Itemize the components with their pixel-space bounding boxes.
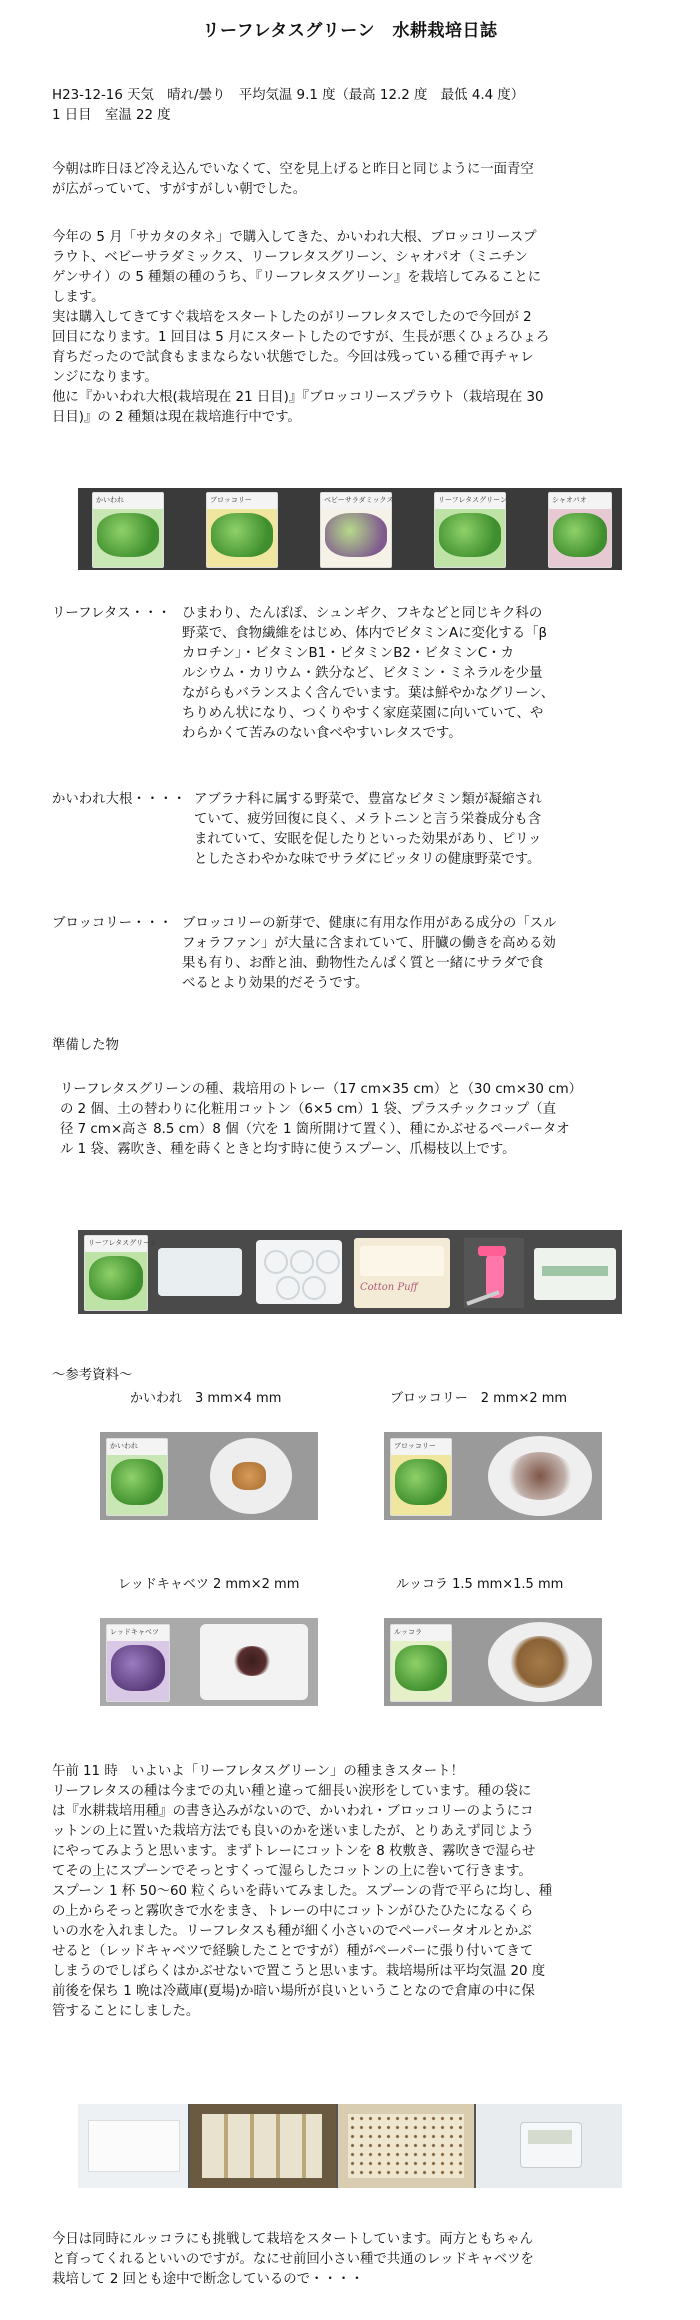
seed-packet <box>106 1624 170 1702</box>
text-line: します。 <box>52 290 105 305</box>
packet-label: ルッコラ <box>394 1628 422 1636</box>
packet-label: シャオパオ <box>552 496 587 504</box>
seed-packet <box>548 492 612 568</box>
text-line: 日目)』の 2 種類は現在栽培進行中です。 <box>52 410 301 425</box>
text-line: としたさわやかな味でサラダにピッタリの健康野菜です。 <box>194 852 541 867</box>
tray-cotton-image <box>78 2104 188 2188</box>
seed-dish <box>200 1624 308 1700</box>
text-line: ルシウム・カリウム・鉄分など、ビタミン・ミネラルを少量 <box>182 666 543 681</box>
text-line: 実は購入してきてすぐ栽培をスタートしたのがリーフレタスでしたので今回が 2 <box>52 310 532 325</box>
reference-heading: ～参考資料～ <box>52 1368 133 1383</box>
reference-photo-kaiware <box>100 1432 318 1520</box>
text-line: ていて、疲労回復に良く、メラトニンと言う栄養成分も含 <box>194 812 542 827</box>
seed-packet <box>106 1438 168 1516</box>
cotton-pack-image <box>354 1238 450 1308</box>
term-label: リーフレタス・・・ <box>52 606 171 621</box>
seed-dish <box>488 1622 592 1702</box>
seed-packet <box>206 492 278 568</box>
packet-label: リーフレタスグリーン <box>438 496 507 504</box>
text-line: フォラファン」が大量に含まれていて、肝臓の働きを高める効 <box>182 936 556 951</box>
day-line: 1 日目 室温 22 度 <box>52 108 171 123</box>
prepared-list <box>60 1080 660 1160</box>
reference-caption: ルッコラ 1.5 mm×1.5 mm <box>396 1577 564 1592</box>
seed-dish <box>488 1436 592 1516</box>
text-line: 回目になります。1 回目は 5 月にスタートしたのですが、生長が悪くひょろひょろ <box>52 330 550 345</box>
intro-paragraph-1 <box>52 160 652 200</box>
text-line: 径 7 cm×高さ 8.5 cm）8 個（穴を 1 箇所開けて置く）、種にかぶせるペーパータオ <box>60 1122 570 1137</box>
reference-caption: かいわれ 3 mm×4 mm <box>130 1391 282 1406</box>
seed-packet <box>320 492 392 568</box>
term-label: かいわれ大根・・・・ <box>52 792 186 807</box>
text-line: ンジになります。 <box>52 370 158 385</box>
text-line: の 2 個、土の替わりに化粧用コットン（6×5 cm）1 袋、プラスチックコップ（直 <box>60 1102 556 1117</box>
seed-dish <box>210 1438 292 1514</box>
text-line: てその上にスプーンでそっとすくって湿らしたコットンの上に巻いて行きます。 <box>52 1864 532 1879</box>
packet-label: ブロッコリー <box>210 496 252 504</box>
text-line: にやってみようと思います。まずトレーにコットンを 8 枚敷き、霧吹きで湿らせ <box>52 1844 536 1859</box>
seed-packet <box>390 1624 452 1702</box>
text-line: が広がっていて、すがすがしい朝でした。 <box>52 182 307 197</box>
tray-image <box>158 1248 242 1296</box>
reference-photo-arugula <box>384 1618 602 1706</box>
text-line: 午前 11 時 いよいよ「リーフレタスグリーン」の種まきスタート！ <box>52 1764 464 1779</box>
text-line: ットンの上に置いた栽培方法でも良いのかを迷いましたが、とりあえず同じよう <box>52 1824 535 1839</box>
thermometer-image <box>476 2104 622 2188</box>
packet-label: ベビーサラダミックス <box>324 496 394 504</box>
text-line: 今日は同時にルッコラにも挑戦して栽培をスタートしています。両方ともちゃん <box>52 2232 533 2247</box>
text-line: リーフレタスの種は今までの丸い種と違って細長い涙形をしています。種の袋に <box>52 1784 532 1799</box>
intro-paragraph-2 <box>52 228 652 428</box>
text-line: 前後を保ち 1 晩は冷蔵庫(夏場)か暗い場所が良いということなので倉庫の中に保 <box>52 1984 535 1999</box>
cotton-label: Cotton Puff <box>360 1282 418 1293</box>
text-line: ちりめん状になり、つくりやすく家庭菜園に向いていて、や <box>182 706 544 721</box>
packet-label: かいわれ <box>96 496 124 504</box>
text-line: ル 1 袋、霧吹き、種を蒔くときと均す時に使うスプーン、爪楊枝以上です。 <box>60 1142 516 1157</box>
seed-packet <box>390 1438 452 1516</box>
text-line: いの水を入れました。リーフレタスも種が細く小さいのでペーパータオルとかぶ <box>52 1924 532 1939</box>
text-line: 栽培して 2 回とも途中で断念しているので・・・・ <box>52 2272 364 2287</box>
seed-packet <box>434 492 506 568</box>
text-line: ブロッコリーの新芽で、健康に有用な作用がある成分の「スル <box>182 916 557 931</box>
text-line: ゲンサイ）の 5 種類の種のうち、『リーフレタスグリーン』を栽培してみることに <box>52 270 542 285</box>
reference-photo-red-cabbage <box>100 1618 318 1706</box>
sowing-paragraph <box>52 1762 652 2022</box>
cups-image <box>256 1240 342 1304</box>
text-line: しまうのでしばらくはかぶせないで置こうと思います。栽培場所は平均気温 20 度 <box>52 1964 546 1979</box>
text-line: 育ちだったので試食もままならない状態でした。今回は残っている種で再チャレ <box>52 350 534 365</box>
text-line: 他に『かいわれ大根(栽培現在 21 日目)』『ブロッコリースプラウト（栽培現在 30 <box>52 390 544 405</box>
text-line: スプーン 1 杯 50～60 粒くらいを蒔いてみました。スプーンの背で平らに均し、種 <box>52 1884 553 1899</box>
paper-towel-image <box>534 1248 616 1300</box>
packet-label: レッドキャベツ <box>110 1628 159 1636</box>
text-line: リーフレタスグリーンの種、栽培用のトレー（17 cm×35 cm）と（30 cm×30 cm） <box>60 1082 583 1097</box>
text-line: ひまわり、たんぽぽ、シュンギク、フキなどと同じキク科の <box>182 606 543 621</box>
text-line: は『水耕栽培用種』の書き込みがないので、かいわれ・ブロッコリーのようにコ <box>52 1804 534 1819</box>
text-line: ながらもバランスよく含んでいます。葉は鮮やかなグリーン、 <box>182 686 555 701</box>
prepared-heading: 準備した物 <box>52 1038 119 1053</box>
reference-caption: ブロッコリー 2 mm×2 mm <box>390 1391 568 1406</box>
text-line: ラウト、ベビーサラダミックス、リーフレタスグリーン、シャオパオ（ミニチン <box>52 250 528 265</box>
text-line: 果も有り、お酢と油、動物性たんぱく質と一緒にサラダで食 <box>182 956 544 971</box>
packet-label: かいわれ <box>110 1442 138 1450</box>
text-line: わらかくて苦みのない食べやすいレタスです。 <box>182 726 462 741</box>
spray-bottle-image <box>464 1238 524 1308</box>
closing-paragraph <box>52 2230 652 2290</box>
weather-header <box>52 86 652 126</box>
sowing-photo-strip <box>78 2104 622 2188</box>
weather-line: H23-12-16 天気 晴れ/曇り 平均気温 9.1 度（最高 12.2 度 最低 4.4 度） <box>52 88 525 103</box>
seed-packets-photo <box>78 488 622 570</box>
text-line: と育ってくれるといいのですが。なにせ前回小さい種で共通のレッドキャベツを <box>52 2252 534 2267</box>
page-title: リーフレタスグリーン 水耕栽培日誌 <box>202 21 498 41</box>
text-line: まれていて、安眠を促したりといった効果があり、ピリッ <box>194 832 542 847</box>
text-line: 管することにしました。 <box>52 2004 200 2019</box>
text-line: 今年の 5 月「サカタのタネ」で購入してきた、かいわれ大根、ブロッコリースプ <box>52 230 537 245</box>
seed-packet <box>92 492 164 568</box>
seed-packet <box>84 1235 157 1311</box>
term-label: ブロッコリー・・・ <box>52 916 173 931</box>
packet-label: リーフレタスグリーン <box>88 1239 157 1247</box>
text-line: 今朝は昨日ほど冷え込んでいなくて、空を見上げると昨日と同じように一面青空 <box>52 162 534 177</box>
text-line: 野菜で、食物繊維をはじめ、体内でビタミンAに変化する「β <box>182 626 548 641</box>
text-line: の上からそっと霧吹きで水をまき、トレーの中にコットンがひたひたになるくら <box>52 1904 534 1919</box>
text-line: カロチン」・ビタミンB1・ビタミンB2・ビタミンC・カ <box>182 646 514 661</box>
text-line: べるとより効果的だそうです。 <box>182 976 369 991</box>
text-line: アブラナ科に属する野菜で、豊富なビタミン類が凝縮され <box>194 792 542 807</box>
reference-photo-broccoli <box>384 1432 602 1520</box>
packet-label: ブロッコリー <box>394 1442 436 1450</box>
reference-caption: レッドキャベツ 2 mm×2 mm <box>118 1577 300 1592</box>
text-line: せると（レッドキャベツで経験したことですが）種がペーパーに張り付いてきて <box>52 1944 534 1959</box>
spoon-seeds-image <box>190 2104 336 2188</box>
supplies-photo <box>78 1230 622 1314</box>
sown-seeds-image <box>338 2104 474 2188</box>
